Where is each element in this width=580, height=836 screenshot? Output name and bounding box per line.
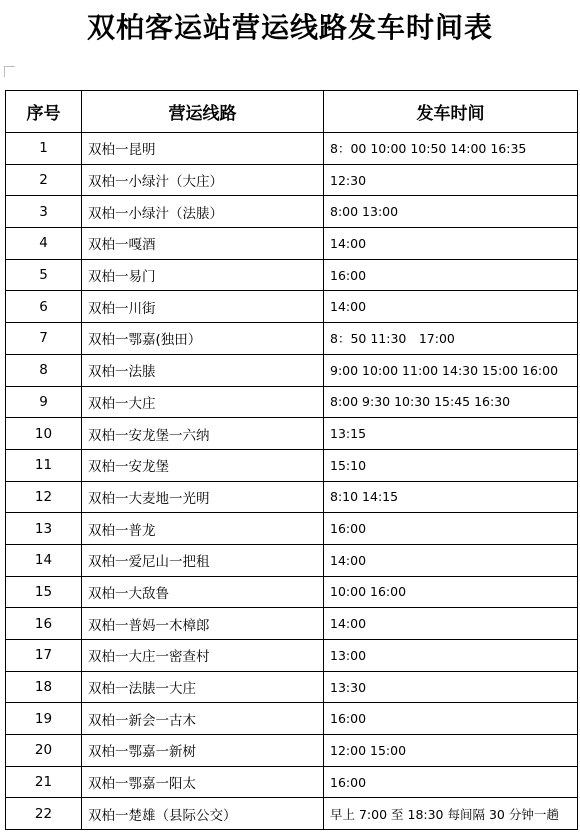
departure-time-cell: 8:00 9:30 10:30 15:45 16:30 [324,386,578,418]
route-cell: 双柏一川街 [82,291,324,323]
departure-time-cell: 13:30 [324,671,578,703]
departure-time-cell: 13:15 [324,418,578,450]
row-number-cell: 19 [6,703,82,735]
row-number-cell: 16 [6,608,82,640]
departure-time-cell: 16:00 [324,513,578,545]
table-row [6,798,578,830]
row-number-cell: 22 [6,798,82,830]
departure-time-cell: 8：50 11:30 17:00 [324,323,578,355]
route-cell: 双柏一普龙 [82,513,324,545]
departure-time-cell: 早上 7:00 至 18:30 每间隔 30 分钟一趟 [324,798,578,830]
table-row [6,259,578,291]
route-cell: 双柏一楚雄（县际公交） [82,798,324,830]
departure-time-cell: 14:00 [324,228,578,260]
route-cell: 双柏一法脿一大庄 [82,671,324,703]
row-number-cell: 15 [6,576,82,608]
row-number-cell: 7 [6,323,82,355]
route-cell: 双柏一爱尼山一把租 [82,544,324,576]
route-cell: 双柏一嘎酒 [82,228,324,260]
table-row [6,671,578,703]
row-number-cell: 2 [6,164,82,196]
row-number-cell: 20 [6,735,82,767]
table-row [6,228,578,260]
departure-time-cell: 16:00 [324,259,578,291]
route-cell: 双柏一大庄一密查村 [82,640,324,672]
departure-time-cell: 8：00 10:00 10:50 14:00 16:35 [324,133,578,165]
departure-time-cell: 16:00 [324,703,578,735]
table-row [6,449,578,481]
departure-time-cell: 16:00 [324,766,578,798]
departure-time-cell: 13:00 [324,640,578,672]
table-row [6,291,578,323]
table-row [6,608,578,640]
departure-time-cell: 10:00 16:00 [324,576,578,608]
table-row [6,354,578,386]
departure-time-cell: 12:00 15:00 [324,735,578,767]
route-cell: 双柏一小绿汁（法脿） [82,196,324,228]
header-route: 营运线路 [82,91,324,133]
departure-time-cell: 15:10 [324,449,578,481]
departure-time-cell: 14:00 [324,608,578,640]
route-cell: 双柏一易门 [82,259,324,291]
route-cell: 双柏一鄂嘉一阳太 [82,766,324,798]
row-number-cell: 5 [6,259,82,291]
route-cell: 双柏一鄂嘉一新树 [82,735,324,767]
table-row [6,640,578,672]
table-row [6,544,578,576]
row-number-cell: 17 [6,640,82,672]
table-row [6,766,578,798]
route-cell: 双柏一大麦地一光明 [82,481,324,513]
header-no: 序号 [6,91,82,133]
departure-time-cell: 14:00 [324,544,578,576]
row-number-cell: 1 [6,133,82,165]
table-row [6,703,578,735]
route-cell: 双柏一小绿汁（大庄） [82,164,324,196]
row-number-cell: 9 [6,386,82,418]
row-number-cell: 13 [6,513,82,545]
route-cell: 双柏一新会一古木 [82,703,324,735]
table-row [6,133,578,165]
route-cell: 双柏一鄂嘉(独田） [82,323,324,355]
route-cell: 双柏一大敌鲁 [82,576,324,608]
row-number-cell: 10 [6,418,82,450]
table-row [6,196,578,228]
departure-time-cell: 9:00 10:00 11:00 14:30 15:00 16:00 [324,354,578,386]
row-number-cell: 11 [6,449,82,481]
row-number-cell: 14 [6,544,82,576]
header-time: 发车时间 [324,91,578,133]
table-row [6,513,578,545]
route-cell: 双柏一安龙堡 [82,449,324,481]
route-cell: 双柏一大庄 [82,386,324,418]
row-number-cell: 21 [6,766,82,798]
page-corner-mark [4,66,15,77]
departure-time-cell: 8:00 13:00 [324,196,578,228]
table-row [6,386,578,418]
route-cell: 双柏一普妈一木樟郎 [82,608,324,640]
departure-time-cell: 14:00 [324,291,578,323]
table-row [6,323,578,355]
schedule-table [5,90,578,830]
row-number-cell: 6 [6,291,82,323]
table-row [6,576,578,608]
page-title: 双柏客运站营运线路发车时间表 [86,11,493,44]
table-row [6,735,578,767]
departure-time-cell: 8:10 14:15 [324,481,578,513]
row-number-cell: 8 [6,354,82,386]
route-cell: 双柏一昆明 [82,133,324,165]
table-row [6,418,578,450]
table-row [6,481,578,513]
departure-time-cell: 12:30 [324,164,578,196]
route-cell: 双柏一法脿 [82,354,324,386]
row-number-cell: 12 [6,481,82,513]
route-cell: 双柏一安龙堡一六纳 [82,418,324,450]
row-number-cell: 4 [6,228,82,260]
row-number-cell: 3 [6,196,82,228]
table-row [6,164,578,196]
table-header-row [6,91,578,133]
row-number-cell: 18 [6,671,82,703]
